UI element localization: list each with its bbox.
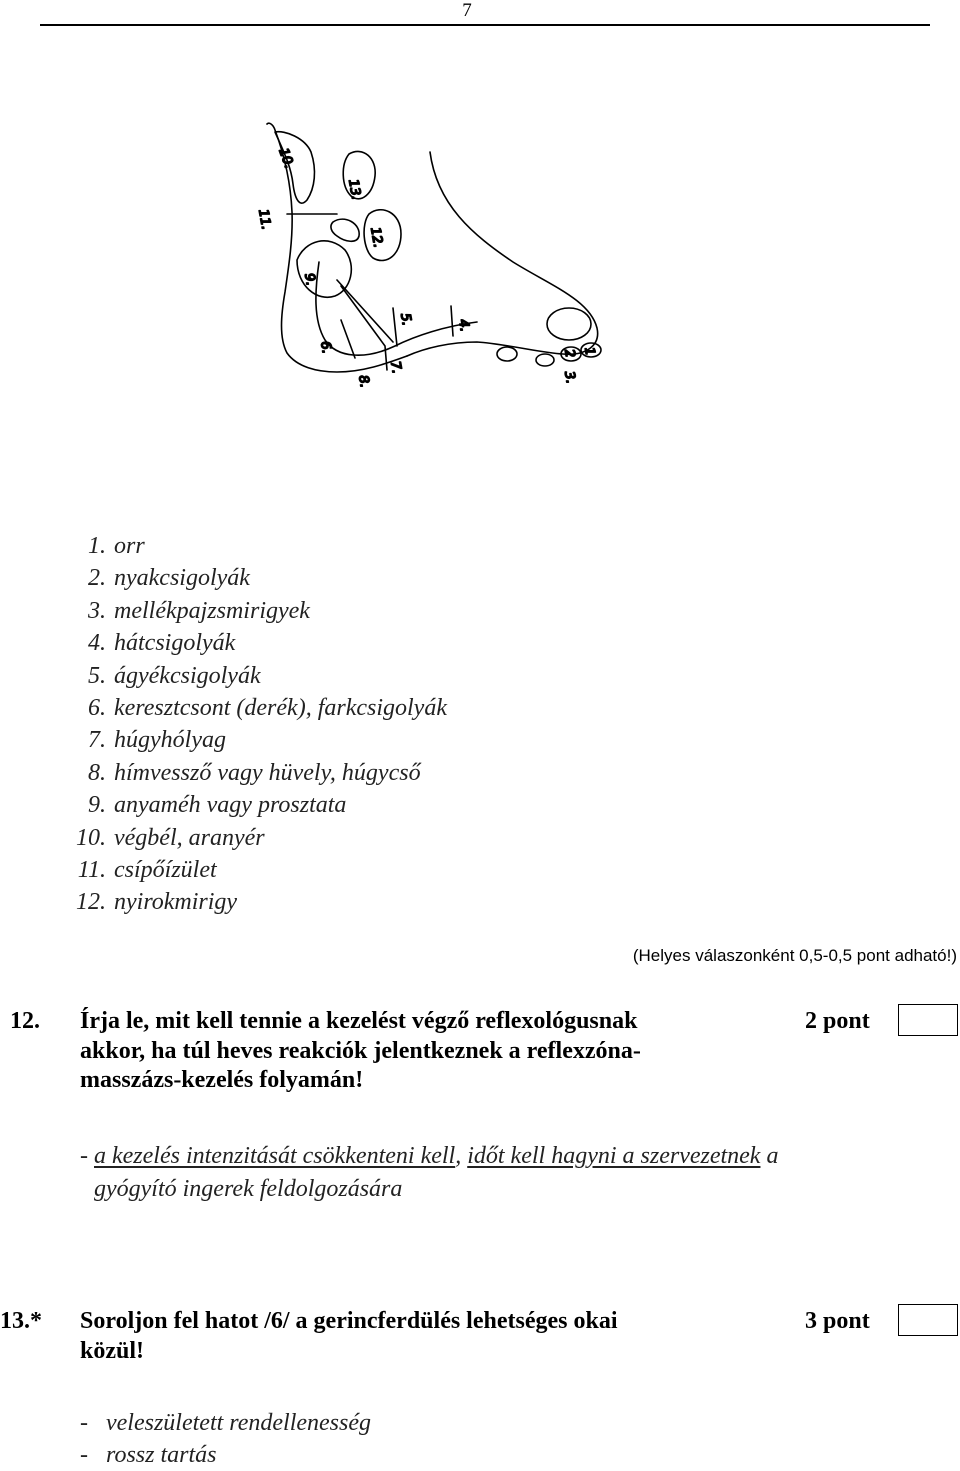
list-item: 4. hátcsigolyák bbox=[88, 630, 236, 657]
question-12-line: masszázs-kezelés folyamán! bbox=[80, 1067, 364, 1093]
callout-9: 9. bbox=[301, 272, 318, 287]
divider-4 bbox=[451, 306, 453, 336]
foot-dorsal-outline bbox=[407, 152, 598, 356]
divider-5 bbox=[393, 308, 397, 346]
list-item: 3. mellékpajzsmirigyek bbox=[88, 597, 310, 624]
callout-4: 4. bbox=[455, 318, 472, 333]
question-13-text bbox=[80, 1307, 780, 1366]
question-12-answer bbox=[80, 1140, 778, 1172]
list-item: 1. orr bbox=[88, 533, 145, 559]
header-rule bbox=[40, 24, 930, 26]
region-10 bbox=[275, 132, 314, 203]
question-12-number: 12. bbox=[10, 1008, 40, 1034]
dash: - bbox=[80, 1442, 88, 1468]
answer-part: a bbox=[766, 1143, 779, 1169]
question-13-line: közül! bbox=[80, 1337, 145, 1364]
callout-8: 8. bbox=[355, 374, 372, 389]
toe-circle-4 bbox=[536, 354, 554, 366]
list-item: 7. húgyhólyag bbox=[88, 727, 226, 754]
foot-reflexology-diagram bbox=[245, 110, 605, 410]
answer-key-list bbox=[50, 530, 447, 919]
question-13-number: 13.* bbox=[0, 1308, 42, 1334]
list-item: 5. ágyékcsigolyák bbox=[88, 662, 261, 689]
list-item: 8. hímvessző vagy hüvely, húgycső bbox=[88, 759, 421, 786]
page-number: 7 bbox=[462, 0, 472, 21]
list-item: 2. nyakcsigolyák bbox=[88, 565, 250, 592]
question-13-points: 3 pont bbox=[805, 1308, 870, 1334]
dash: - bbox=[80, 1410, 88, 1436]
callout-2: 2 bbox=[561, 348, 578, 359]
toe-circle-5 bbox=[497, 347, 517, 361]
callout-3: 3. bbox=[561, 370, 578, 385]
callout-10: 10. bbox=[275, 146, 297, 171]
answer-part: a kezelés intenzitását csökkenteni kell bbox=[94, 1143, 456, 1169]
region-11-oval bbox=[331, 219, 359, 241]
score-note: (Helyes válaszonként 0,5-0,5 pont adható!) bbox=[632, 946, 957, 965]
dash: - bbox=[80, 1143, 88, 1169]
list-item: 11. csípőízület bbox=[77, 856, 217, 883]
callout-11: 11. bbox=[255, 208, 274, 232]
answer-text: veleszületett rendellenesség bbox=[106, 1410, 372, 1436]
question-13-answer bbox=[80, 1439, 216, 1471]
question-13-line: Soroljon fel hatot /6/ a gerincferdülés lehetséges okai bbox=[80, 1308, 618, 1334]
list-item: 10. végbél, aranyér bbox=[76, 824, 265, 851]
question-12-line: Írja le, mit kell tennie a kezelést végző reflexológusnak bbox=[80, 1008, 638, 1034]
question-12-text bbox=[80, 1007, 780, 1096]
toe-circle-1 bbox=[547, 308, 591, 340]
divider-6 bbox=[341, 320, 355, 358]
list-item: 12. nyirokmirigy bbox=[76, 889, 238, 916]
callout-12: 12. bbox=[367, 226, 386, 250]
answer-part: időt kell hagyni a szervezetnek bbox=[467, 1143, 761, 1169]
question-12-line: akkor, ha túl heves reakciók jelentkeznek a reflexzóna- bbox=[80, 1037, 641, 1064]
answer-separator: , bbox=[455, 1143, 462, 1169]
question-13-answer bbox=[80, 1407, 371, 1439]
callout-6: 6. bbox=[317, 340, 334, 355]
list-item: 6. keresztcsont (derék), farkcsigolyák bbox=[88, 694, 447, 721]
question-13-score-box[interactable] bbox=[898, 1304, 958, 1336]
question-12-score-box[interactable] bbox=[898, 1004, 958, 1036]
answer-text: rossz tartás bbox=[106, 1442, 217, 1468]
question-12-points: 2 pont bbox=[805, 1008, 870, 1034]
list-item: 9. anyaméh vagy prosztata bbox=[88, 792, 347, 819]
callout-13: 13. bbox=[345, 178, 364, 202]
callout-1: 1 bbox=[581, 346, 598, 357]
callout-5: 5. bbox=[397, 312, 414, 327]
callout-7: 7. bbox=[387, 360, 404, 375]
question-12-answer-line2: gyógyító ingerek feldolgozására bbox=[94, 1176, 403, 1202]
